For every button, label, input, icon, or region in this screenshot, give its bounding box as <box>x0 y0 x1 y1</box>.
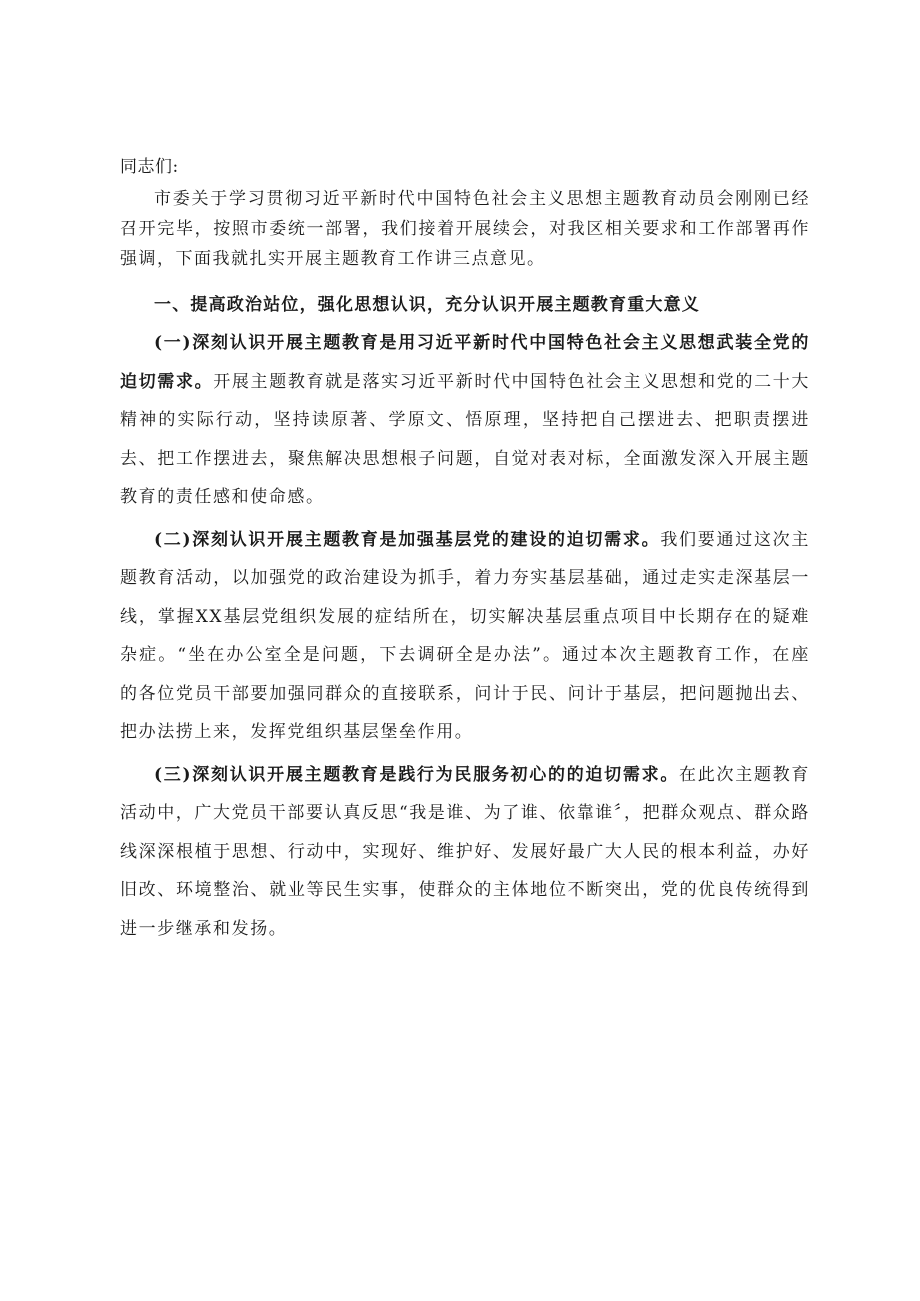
point-lead: (一)深刻认识开展主题教育是用习近平新时代中国特色社会主义思想武装全党的迫切需求。 <box>120 333 810 392</box>
point-body: 在此次主题教育活动中，广大党员干部要认真反思“我是谁、为了谁、依靠谁〞，把群众观点、群众路线深深根植于思想、行动中，实现好、维护好、发展好最广大人民的根本利益，办好旧改、环境整治、就业等民生实事，使群众的主体地位不断突出，党的优良传统得到进一步继承和发扬。 <box>120 764 810 939</box>
point-paragraph <box>120 521 810 752</box>
intro-paragraph: 市委关于学习贯彻习近平新时代中国特色社会主义思想主题教育动员会刚刚已经召开完毕，按照市委统一部署，我们接着开展续会，对我区相关要求和工作部署再作强调，下面我就扎实开展主题教育工作讲三点意见。 <box>120 189 810 269</box>
point-paragraph <box>120 324 810 517</box>
point-body: 我们要通过这次主题教育活动，以加强党的政治建设为抓手，着力夯实基层基础，通过走实走深基层一线，掌握XX基层党组织发展的症结所在，切实解决基层重点项目中长期存在的疑难杂症。“坐在办公室全是问题，下去调研全是办法”。通过本次主题教育工作，在座的各位党员干部要加强同群众的直接联系，问计于民、问计于基层，把问题抛出去、把办法捞上来，发挥党组织基层堡垒作用。 <box>120 529 810 742</box>
point-lead: (三)深刻认识开展主题教育是践行为民服务初心的的迫切需求。 <box>154 764 680 785</box>
section-heading: 一、提高政治站位，强化思想认识，充分认识开展主题教育重大意义 <box>154 295 700 315</box>
document-page <box>120 152 810 948</box>
point-lead: (二)深刻认识开展主题教育是加强基层党的建设的迫切需求。 <box>154 529 661 550</box>
point-body: 开展主题教育就是落实习近平新时代中国特色社会主义思想和党的二十大精神的实际行动，坚持读原著、学原文、悟原理，坚持把自己摆进去、把职责摆进去、把工作摆进去，聚焦解决思想根子问题，自觉对表对标，全面激发深入开展主题教育的责任感和使命感。 <box>120 371 810 507</box>
point-paragraph <box>120 756 810 949</box>
salutation: 同志们: <box>120 157 179 177</box>
